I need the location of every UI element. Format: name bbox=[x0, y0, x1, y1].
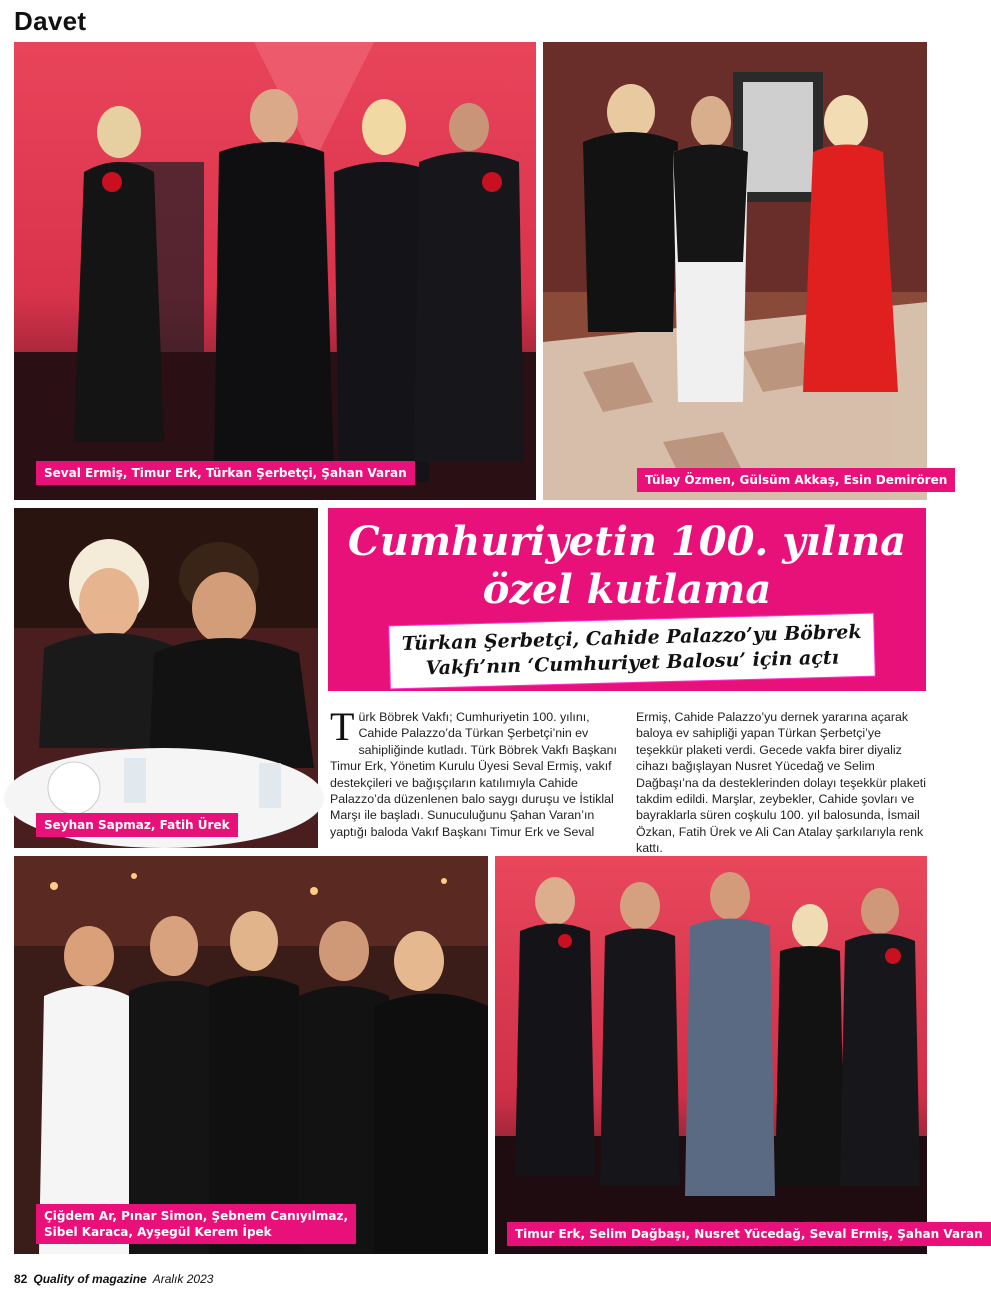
photo-stage-award bbox=[14, 42, 536, 500]
article-text-2: Ermiş, Cahide Palazzo’yu dernek yararına açarak baloya ev sahipliği yapan Türkan Şerbetçi’ye teşekkür plaketi verdi. Gecede vakfa birer diyaliz cihazı bağışlayan Nusret Yücedağ ve Selim Dağbaşı’na da desteklerinden dolayı teşekkür plaketi takdim edildi. Marşlar, zeybekler, Cahide şovları ve bayraklarla süren coşkulu 100. yıl balosunda, İsmail Özkan, Fatih Ürek ve Ali Can Atalay şarkılarıyla renk kattı. bbox=[636, 710, 926, 856]
footer-magazine: Quality of magazine bbox=[33, 1272, 147, 1286]
article-column-1 bbox=[330, 704, 620, 840]
article-column-2 bbox=[636, 709, 928, 857]
page-number: 82 bbox=[14, 1272, 28, 1286]
caption-stage-group: Timur Erk, Selim Dağbaşı, Nusret Yücedağ, Seval Ermiş, Şahan Varan bbox=[507, 1222, 991, 1246]
caption-table-pair: Seyhan Sapmaz, Fatih Ürek bbox=[36, 813, 238, 837]
headline-box bbox=[328, 508, 926, 691]
article-text-1: ürk Böbrek Vakfı; Cumhuriyetin 100. yılını, Cahide Palazzo’da Türkan Şerbetçi’nin ev sahipliğinde kutladı. Türk Böbrek Vakfı Başkanı Timur Erk, Yönetim Kurulu Üyesi Seval Ermiş, vakıf destekçileri ve bağışçıların katılımıyla Cahide Palazzo’da düzenlenen balo saygı duruşu ve İstiklal Marşı ile başladı. Sunuculuğunu Şahan Varan’ın yaptığı baloda Vakıf Başkanı Timur Erk ve Seval bbox=[330, 710, 617, 839]
drop-cap: T bbox=[330, 704, 355, 749]
caption-five-women: Çiğdem Ar, Pınar Simon, Şebnem Canıyılmaz, Sibel Karaca, Ayşegül Kerem İpek bbox=[36, 1204, 356, 1244]
photo-portrait-trio bbox=[543, 42, 948, 500]
photo-five-women bbox=[14, 856, 488, 1254]
page-footer bbox=[14, 1272, 213, 1286]
caption-portrait-trio: Tülay Özmen, Gülsüm Akkaş, Esin Demirören bbox=[637, 468, 955, 492]
section-title: Davet bbox=[14, 6, 87, 36]
footer-date: Aralık 2023 bbox=[152, 1272, 214, 1286]
photo-table-pair bbox=[14, 508, 318, 848]
caption-stage-award: Seval Ermiş, Timur Erk, Türkan Şerbetçi, Şahan Varan bbox=[36, 461, 415, 485]
subhead-box bbox=[389, 614, 874, 689]
subheadline: Türkan Şerbetçi, Cahide Palazzo’yu Böbrek Vakfı’nın ‘Cumhuriyet Balosu’ için açtı bbox=[401, 620, 862, 680]
photo-stage-group bbox=[495, 856, 983, 1254]
headline: Cumhuriyetin 100. yılına özel kutlama bbox=[347, 518, 907, 613]
